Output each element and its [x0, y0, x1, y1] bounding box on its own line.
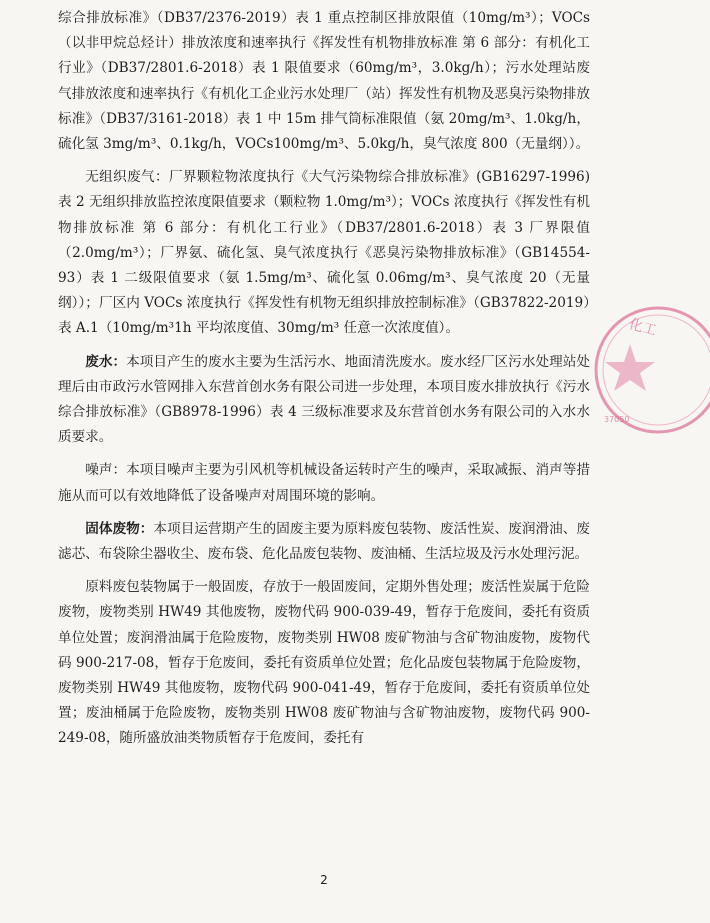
paragraph-text: 综合排放标准》（DB37/2376-2019）表 1 重点控制区排放限值（10mg/m³）；VOCs（以非甲烷总烃计）排放浓度和速率执行《挥发性有机物排放标准 第 6 部分：有机化工行业》（DB37/2801.6-2018）表 1 限值要求（60mg/m³，3.0kg/h）；污水处理站废气排放浓度和速率执行《有机化工企业污水处理厂（站）挥发性有机物及恶臭污染物排放标准》（DB37/3161-2018）表 1 中 15m 排气筒标准限值（氨 20mg/m³、1.0kg/h，硫化氢 3mg/m³、0.1kg/h，VOCs100mg/m³、5.0kg/h，臭气浓度 800（无量纲））。: [58, 10, 590, 153]
paragraph-exhaust-standards: [58, 6, 590, 157]
document-body: [58, 6, 590, 760]
paragraph-waste-handling: [58, 575, 590, 751]
paragraph-text: 原料废包装物属于一般固废，存放于一般固废间，定期外售处理；废活性炭属于危险废物，废物类别 HW49 其他废物，废物代码 900-039-49，暂存于危废间，委托有资质单位处置；废润滑油属于危险废物，废物类别 HW08 废矿物油与含矿物油废物，废物代码 900-217-08，暂存于危废间，委托有资质单位处置；危化品废包装物属于危险废物，废物类别 HW49 其他废物，废物代码 900-041-49，暂存于危废间，委托有资质单位处置；废油桶属于危险废物，废物类别 HW08 废矿物油与含矿物油废物，废物代码 900-249-08，随所盛放油类物质暂存于危废间，委托有: [58, 579, 590, 747]
seal-icon: [590, 290, 710, 450]
paragraph-wastewater: [58, 350, 590, 451]
page-number: 2: [320, 873, 328, 887]
svg-text:化工: 化工: [626, 316, 659, 340]
paragraph-text: 无组织废气：厂界颗粒物浓度执行《大气污染物综合排放标准》(GB16297-1996)表 2 无组织排放监控浓度限值要求（颗粒物 1.0mg/m³）；VOCs 浓度执行《挥发性有机物排放标准 第 6 部分：有机化工行业》（DB37/2801.6-2018）表 3 厂界限值（2.0mg/m³）；厂界氨、硫化氢、臭气浓度执行《恶臭污染物排放标准》（GB14554-93）表 1 二级限值要求（氨 1.5mg/m³、硫化氢 0.06mg/m³、臭气浓度 20（无量纲））；厂区内 VOCs 浓度执行《挥发性有机物无组织排放控制标准》（GB37822-2019）表 A.1（10mg/m³1h 平均浓度值、30mg/m³ 任意一次浓度值）。: [58, 169, 590, 337]
paragraph-lead: 废水：: [85, 353, 127, 370]
svg-text:37050: 37050: [604, 415, 630, 424]
paragraph-noise: [58, 458, 590, 508]
paragraph-text: 本项目运营期产生的固废主要为原料废包装物、废活性炭、废润滑油、废滤芯、布袋除尘器收尘、废布袋、危化品废包装物、废油桶、生活垃圾及污水处理污泥。: [58, 520, 591, 563]
paragraph-fugitive-emissions: [58, 165, 590, 341]
paragraph-text: 本项目产生的废水主要为生活污水、地面清洗废水。废水经厂区污水处理站处理后由市政污水管网排入东营首创水务有限公司进一步处理，本项目废水排放执行《污水综合排放标准》（GB8978-1996）表 4 三级标准要求及东营首创水务有限公司的入水水质要求。: [58, 353, 591, 446]
paragraph-solid-waste: [58, 517, 590, 567]
paragraph-lead: 固体废物：: [85, 520, 154, 537]
company-seal-stamp: [590, 290, 659, 450]
paragraph-text: 噪声：本项目噪声主要为引风机等机械设备运转时产生的噪声，采取减振、消声等措施从而可以有效地降低了设备噪声对周围环境的影响。: [58, 462, 590, 504]
